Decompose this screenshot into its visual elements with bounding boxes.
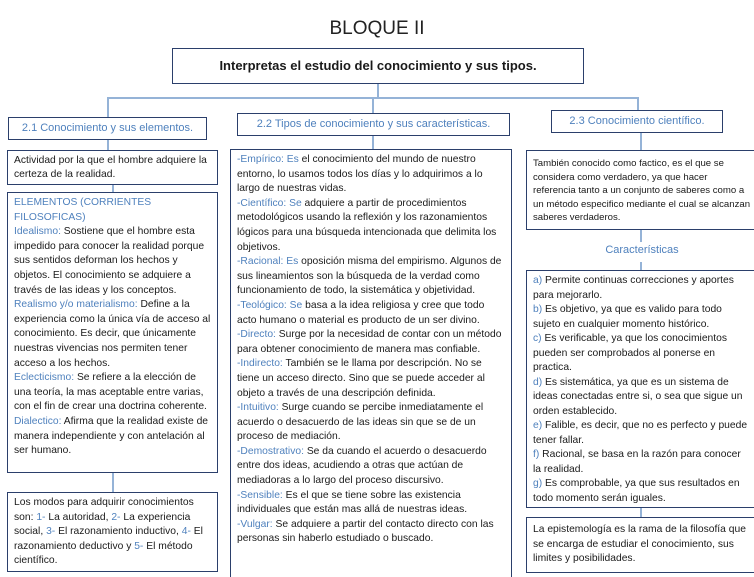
type-item-label: -Indirecto: [237,358,283,370]
mode-text: El razonamiento inductivo, [55,526,182,538]
type-item-label: -Intuitivo: [237,402,279,414]
element-item-label: Realismo y/o materialismo: [14,299,138,311]
element-item-label: Eclecticismo: [14,372,75,384]
header-conocimiento-elementos: 2.1 Conocimiento y sus elementos. [8,117,207,140]
connector [640,262,642,270]
mode-number: 3- [46,526,56,538]
type-item-label: -Empírico: Es [237,154,299,165]
type-item-label: -Sensible: [237,489,283,501]
characteristic-item [533,376,751,420]
mode-text: El método científico. [14,540,193,567]
page-title: BLOQUE II [329,18,425,39]
element-item-text: Sostiene que el hombre esta impedido para conocer la realidad porque sus sentidos deforman los hechos y objetos. El conocimiento se adquiere a través de las ideas y los conceptos. [14,226,205,296]
connector [640,230,642,242]
connector [640,133,642,150]
connector [112,185,114,192]
epistemology-box: La epistemología es la rama de la filosofía que se encarga de estudiar el conocimiento, sus limites y posibilidades. [526,517,754,573]
characteristic-item-label: a) [533,275,543,286]
type-item-label: -Vulgar: [237,518,273,530]
characteristics-title: Características [605,244,679,256]
characteristic-item-text: Permite continuas correcciones y aportes para mejorarlo. [533,275,734,301]
type-item [237,299,505,328]
type-item-text: Se adquiere a partir del contacto directo con las personas sin haberlo estudiado o buscado. [237,518,494,545]
type-item [237,255,505,299]
characteristic-item-text: Es sistemática, ya que es un sistema de ideas conectadas entre si, o sea que sigue un orden establecido. [533,376,743,417]
element-item-text: Afirma que la realidad existe de manera independiente y con antelación al ser humano. [14,415,209,457]
type-item [237,197,505,255]
modes-box [7,492,218,572]
connector [372,97,374,113]
scientific-definition-box: También conocido como factico, es el que se considera como verdadero, ya que hacer referencia tanto a un conjunto de saberes como a un método especifico mediante el cual se alcanzan saberes verdaderos. [526,150,754,230]
type-item [237,401,505,445]
characteristic-item-label: f) [533,449,540,460]
connector [377,84,379,98]
characteristic-item-label: g) [533,478,543,489]
type-item-label: -Directo: [237,329,276,341]
type-item-label: -Científico: Se [237,197,302,209]
type-item-text: Surge por la necesidad de contar con un método para obtener conocimiento de manera mas confiable. [237,329,502,355]
type-item [237,357,505,401]
type-item [237,489,505,518]
element-item [14,225,211,298]
header-conocimiento-cientifico: 2.3 Conocimiento científico. [551,110,723,133]
element-item-label: Idealismo: [14,226,61,238]
connector [112,473,114,492]
characteristic-item-label: d) [533,376,543,388]
type-item-label: -Racional: Es [237,256,299,268]
characteristic-item [533,303,751,332]
characteristic-item [533,477,751,506]
characteristic-item-text: Es verificable, ya que los conocimientos pueden ser comprobados al ponerse en practica. [533,333,728,373]
characteristic-item [533,332,751,376]
types-box [230,149,512,577]
type-item-text: adquiere a partir de procedimientos metodológicos usando la reflexión y los razonamientos lógicos para una búsqueda intencionada que delimita los objetivos. [237,197,497,253]
connector [107,97,109,117]
header-tipos-conocimiento: 2.2 Tipos de conocimiento y sus características. [237,113,510,136]
type-item [237,328,505,357]
mode-text: La autoridad, [45,511,112,523]
elements-title: ELEMENTOS (CORRIENTES FILOSOFICAS) [14,197,152,223]
characteristic-item-text: Racional, se basa en la razón para conocer la realidad. [533,449,741,475]
characteristic-item-text: Es comprobable, ya que sus resultados en todo momento serán iguales. [533,478,740,504]
modes-intro: Los modos para adquirir conocimientos son: [14,497,194,523]
type-item-text: oposición misma del empirismo. Algunos de sus lineamientos son la búsqueda de la verdad como funcionamiento de todo, la sistemática y objetividad. [237,256,502,297]
characteristic-item-label: b) [533,304,543,315]
type-item [237,445,505,489]
type-item-text: Es el que se tiene sobre las existencia individuales que están mas allá de nuestras ideas. [237,489,468,516]
definition-box: Actividad por la que el hombre adquiere la certeza de la realidad. [7,150,218,185]
type-item-text: basa a la idea religiosa y cree que todo acto humano o material es producto de un ser divino. [237,299,485,326]
elements-box [7,192,218,473]
type-item [237,153,505,197]
mode-number: 4- [181,526,191,538]
characteristic-item-text: Falible, es decir, que no es perfecto y puede tener fallar. [533,420,748,446]
type-item-text: el conocimiento del mundo de nuestro entorno, lo usamos todos los días y lo adquirimos a lo largo de nuestras vidas. [237,154,483,195]
type-item-text: También se le llama por descripción. No se tiene un acceso directo. Sino que se puede acceder al objeto a través de una descripción definida. [237,358,485,399]
element-item-label: Dialectico: [14,415,62,427]
type-item-label: -Teológico: Se [237,299,303,311]
type-item-label: -Demostrativo: [237,445,304,457]
characteristic-item-label: e) [533,420,543,431]
connector [637,97,639,110]
element-item [14,298,211,371]
mode-number: 2- [111,511,121,523]
characteristic-item [533,419,751,448]
element-item [14,415,211,459]
element-item [14,371,211,415]
connector [107,139,109,150]
type-item-text: Surge cuando se percibe inmediatamente el acuerdo o desacuerdo de las ideas sin que se de un proceso de mediación. [237,402,484,443]
connector [372,135,374,149]
characteristic-item [533,274,751,303]
main-topic-box: Interpretas el estudio del conocimiento y sus tipos. [172,48,584,84]
type-item [237,518,505,547]
type-item-text: Se da cuando el acuerdo o desacuerdo entre dos ideas, acudiendo a otras que actúan de mediadoras a lo largo del proceso discursivo. [237,445,487,487]
characteristic-item [533,448,751,477]
mode-number: 5- [134,540,144,552]
connector [640,508,642,517]
characteristics-box [526,270,754,508]
characteristic-item-label: c) [533,333,542,344]
mode-number: 1- [36,511,46,523]
characteristic-item-text: Es objetivo, ya que es valido para todo sujeto en cualquier momento histórico. [533,304,722,330]
element-item-text: Define a la experiencia como la única vía de acceso al conocimiento. Es decir, que únicamente nuestras vivencias nos permiten tener acceso a los hechos. [14,299,211,369]
mode-text: El razonamiento deductivo y [14,526,203,552]
element-item-text: Se refiere a la elección de una teoría, la mas aceptable entre varias, con el fin de crear una doctrina coherente. [14,372,207,413]
mode-text: La experiencia social, [14,511,191,538]
